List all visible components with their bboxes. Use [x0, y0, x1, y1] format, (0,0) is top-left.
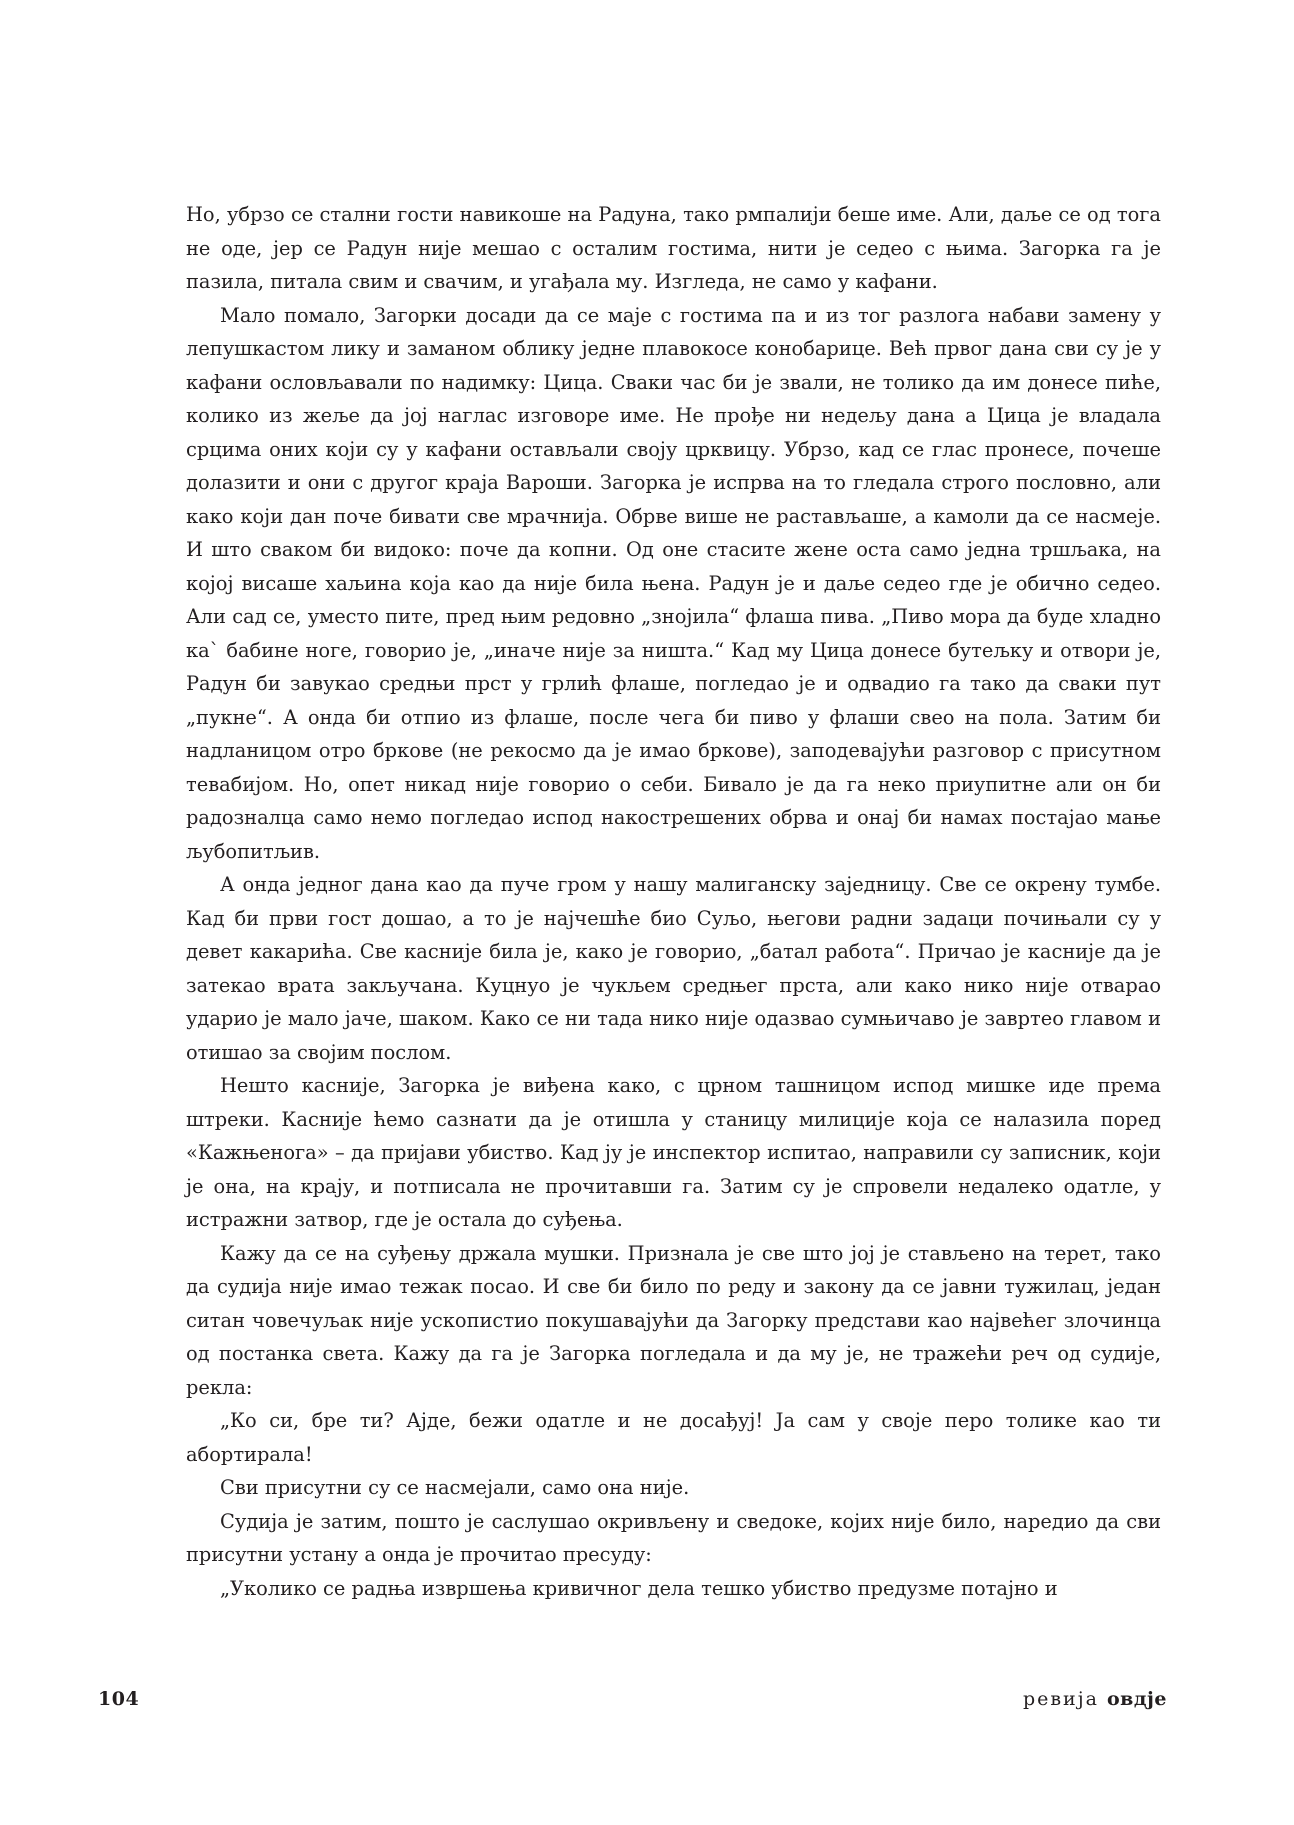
- paragraph: Нешто касније, Загорка је виђена како, с црном ташницом испод мишке иде према штреки. Касније ћемо сазнати да је отишла у станицу милиције која се налазила поред «Кажњенога» – да пријави убиство. Кад ју је инспектор испитао, направили су записник, који је она, на крају, и потписала не прочитавши га. Затим су је спровели недалеко одатле, у истражни затвор, где је остала до суђења.: [186, 1074, 1161, 1231]
- magazine-prefix: ревија: [1022, 1688, 1099, 1710]
- paragraph: Судија је затим, пошто је саслушао окривљену и сведоке, којих није било, наредио да сви присутни устану а онда је прочитао пресуду:: [186, 1509, 1161, 1566]
- paragraph: Кажу да се на суђењу држала мушки. Признала је све што јој је стављено на терет, тако да судија није имао тежак посао. И све би било по реду и закону да се јавни тужилац, један ситан човечуљак није ускопистио покушавајући да Загорку представи као највећег злочинца од постанка света. Кажу да га је Загорка погледала и да му је, не тражећи реч од судије, рекла:: [186, 1241, 1161, 1399]
- page-footer: [98, 1688, 1167, 1718]
- paragraph: Сви присутни су се насмејали, само она није.: [220, 1476, 690, 1499]
- quote-paragraph: „Ко си, бре ти? Ајде, бежи одатле и не досађуј! Ја сам у своје перо толике као ти абортирала!: [186, 1409, 1161, 1466]
- quote-paragraph: „Уколико се радња извршења кривичног дела тешко убиство предузме потајно и: [220, 1576, 1058, 1600]
- paragraph: Но, убрзо се стални гости навикоше на Радуна, тако рмпалији беше име. Али, даље се од тога не оде, јер се Радун није мешао с осталим гостима, нити је седео с њима. Загорка га је пазила, питала свим и свачим, и угађала му. Изгледа, не само у кафани.: [186, 203, 1161, 293]
- magazine-title: [1023, 1688, 1167, 1710]
- magazine-name: овдје: [1106, 1688, 1167, 1710]
- article-body: [186, 198, 1161, 1605]
- page-number: 104: [98, 1688, 140, 1710]
- paragraph: А онда једног дана као да пуче гром у нашу малиганску заједницу. Све се окрену тумбе. Кад би први гост дошао, а то је најчешће био Суљо, његови радни задаци почињали су у девет какарића. Све касније била је, како је говорио, „батал работа“. Причао је касније да је затекао врата закључана. Куцнуо је чукљем средњег прста, али како нико није отварао ударио је мало јаче, шаком. Како се ни тада нико није одазвао сумњичаво је завртео главом и отишао за својим послом.: [186, 873, 1161, 1064]
- paragraph: Мало помало, Загорки досади да се маје с гостима па и из тог разлога набави замену у лепушкастом лику и заманом облику једне плавокосе конобарице. Већ првог дана сви су је у кафани ословљавали по надимку: Цица. Сваки час би је звали, не толико да им донесе пиће, колико из жеље да јој наглас изговоре име. Не прође ни недељу дана а Цица је владала срцима оних који су у кафани остављали своју црквицу. Убрзо, кад се глас пронесе, почеше долазити и они с другог краја Вароши. Загорка је испрва на то гледала строго пословно, али како који дан поче бивати све мрачнија. Обрве више не растављаше, а камоли да се насмеје. И што сваком би видоко: поче да копни. Од оне стасите жене оста само једна тршљака, на којој висаше хаљина која као да није била њена. Радун је и даље седео где је обично седео. Али сад се, уместо пите, пред њим редовно „знојила“ флаша пива. „Пиво мора да буде хладно ка` бабине ноге, говорио је, „иначе није за ништа.“ Кад му Цица донесе бутељку и отвори је, Радун би завукао средњи прст у грлић флаше, погледао је и одвадио га тако да сваки пут „пукне“. А онда би отпио из флаше, после чега би пиво у флаши свео на пола. Затим би надланицом отро бркове (не рекосмо да је имао бркове), заподевајући разговор с присутном тевабијом. Но, опет никад није говорио о себи. Бивало је да га неко приупитне али он би радозналца само немо погледао испод накострешених обрва и онај би намах постајао мање љубопитљив.: [186, 303, 1161, 863]
